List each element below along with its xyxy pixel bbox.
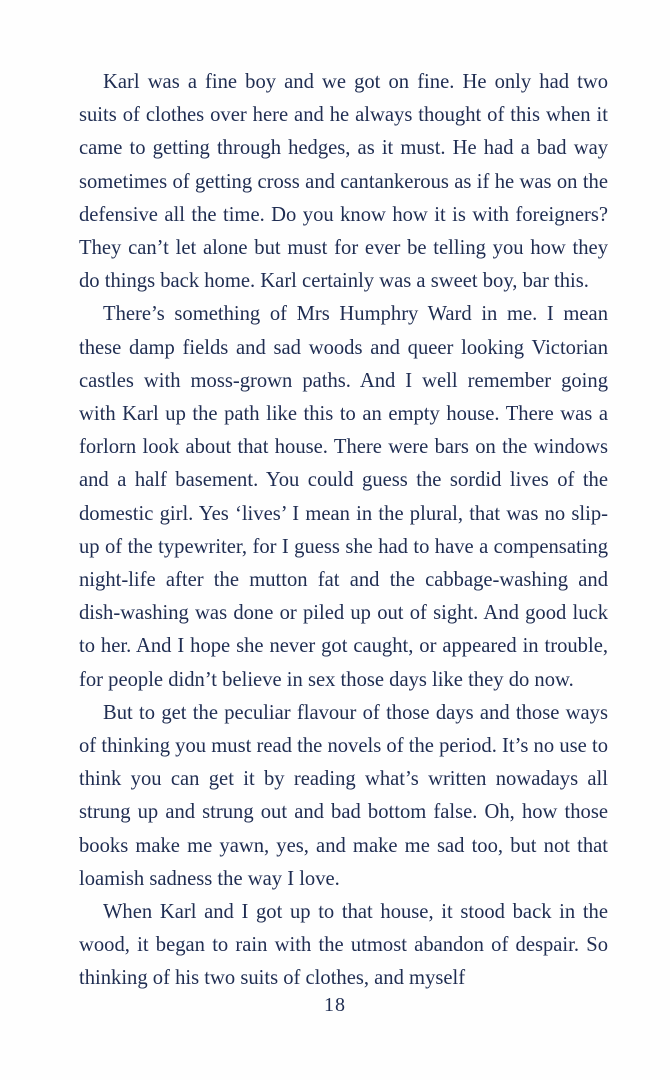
paragraph-4: When Karl and I got up to that house, it stood back in the wood, it began to rain with the utmost abandon of despair. So thinking of his two suits of clothes, and myself [79, 901, 608, 990]
paragraph-3: But to get the peculiar flavour of those days and those ways of thinking you must read the novels of the period. It’s no use to think you can get it by reading what’s written nowadays all strung up and strung out and bad bottom false. Oh, how those books make me yawn, yes, and make me sad too, but not that loamish sadness the way I love. [79, 701, 608, 890]
paragraph-1: Karl was a fine boy and we got on fine. He only had two suits of clothes over here and he always thought of this when it came to getting through hedges, as it must. He had a bad way sometimes of getting cross and cantankerous as if he was on the defensive all the time. Do you know how it is with foreigners? They can’t let alone but must for ever be telling you how they do things back home. Karl certainly was a sweet boy, bar this. [79, 71, 608, 293]
paragraph-2: There’s something of Mrs Humphry Ward in me. I mean these damp fields and sad woods and queer looking Victorian castles with moss-grown paths. And I well remember going with Karl up the path like this to an empty house. There was a forlorn look about that house. There were bars on the windows and a half basement. You could guess the sordid lives of the domestic girl. Yes ‘lives’ I mean in the plural, that was no slip-up of the typewriter, for I guess she had to have a compensating night-life after the mutton fat and the cabbage-washing and dish-washing was done or piled up out of sight. And good luck to her. And I hope she never got caught, or appeared in trouble, for people didn’t believe in sex those days like they do now. [79, 303, 608, 691]
body-text [79, 66, 608, 996]
page-number: 18 [324, 994, 346, 1016]
